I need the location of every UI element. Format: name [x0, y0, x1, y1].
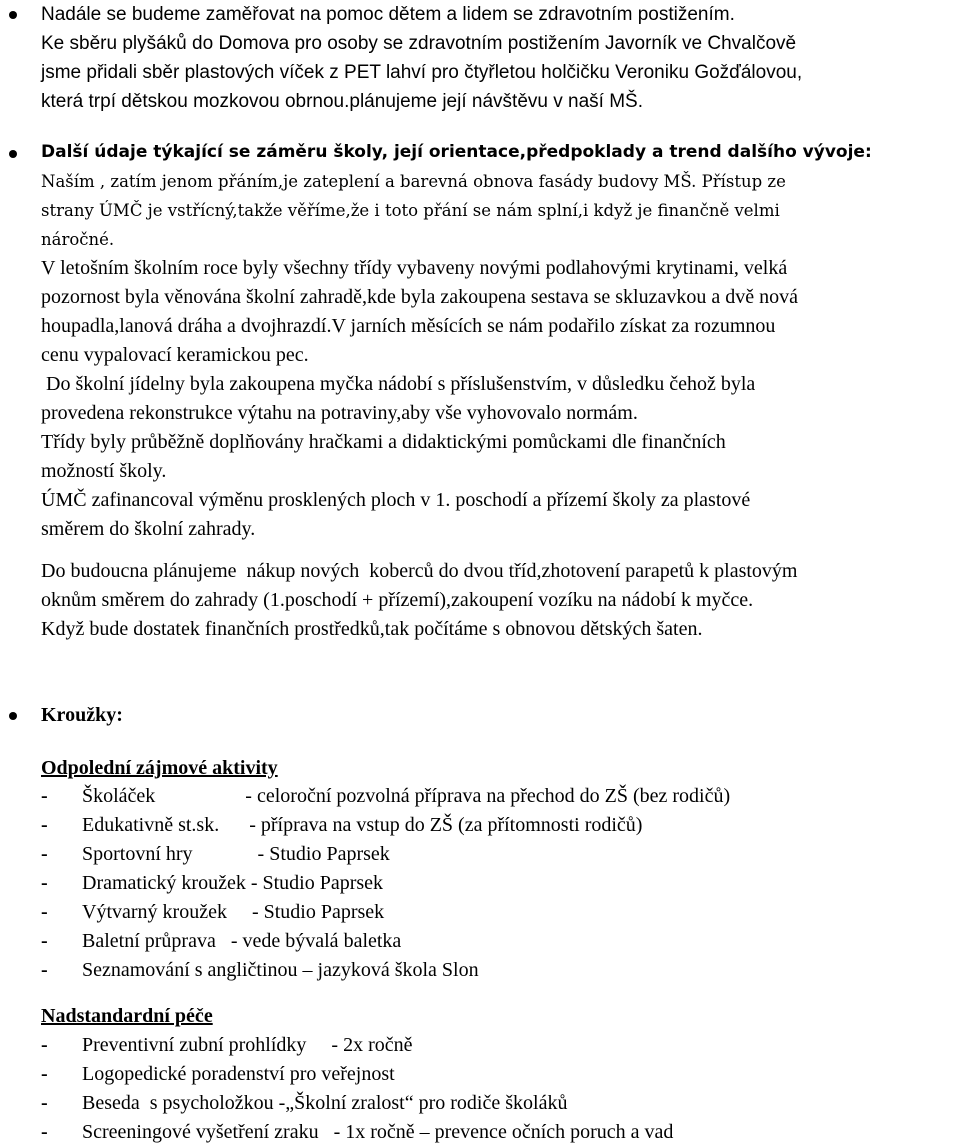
section-2-intro-line: strany ÚMČ je vstřícný,takže věříme,že i toto přání se nám splní,i když je finančně velmi: [41, 201, 780, 220]
section-2-body-line: provedena rekonstrukce výtahu na potraviny,aby vše vyhovovalo normám.: [41, 402, 638, 424]
activity-item: [41, 956, 950, 985]
activities-block: [41, 754, 940, 783]
section-2-body-line: možností školy.: [41, 460, 167, 482]
bullet-dot-icon: [9, 150, 17, 158]
section-1-line: Nadále se budeme zaměřovat na pomoc dětem a lidem se zdravotním postižením.: [41, 4, 735, 25]
activities-list: [41, 782, 950, 985]
care-text: Logopedické poradenství pro veřejnost: [82, 1063, 395, 1085]
activity-text: Baletní průprava - vede bývalá baletka: [82, 930, 402, 952]
care-title: Nadstandardní péče: [41, 1005, 213, 1027]
activity-text: Dramatický kroužek - Studio Paprsek: [82, 872, 384, 894]
section-2-heading: Další údaje týkající se záměru školy, její orientace,předpoklady a trend dalšího vývoje:: [41, 142, 872, 162]
bullet-dot-icon: [9, 712, 17, 720]
activity-text: Výtvarný kroužek - Studio Paprsek: [82, 901, 385, 923]
dash-marker: -: [41, 843, 48, 865]
dash-marker: -: [41, 959, 48, 981]
care-text: Screeningové vyšetření zraku - 1x ročně – prevence očních poruch a vad: [82, 1121, 674, 1143]
dash-marker: -: [41, 930, 48, 952]
dash-marker: -: [41, 901, 48, 923]
dash-marker: -: [41, 1063, 48, 1085]
care-item: [41, 1060, 950, 1089]
dash-marker: -: [41, 872, 48, 894]
section-2-intro-line: náročné.: [41, 230, 115, 249]
section-1-paragraph: [41, 0, 940, 116]
section-2-body-line: Do školní jídelny byla zakoupena myčka nádobí s příslušenstvím, v důsledku čehož byla: [41, 373, 756, 395]
care-block: [41, 1002, 950, 1031]
care-item: [41, 1118, 950, 1147]
care-text: Preventivní zubní prohlídky - 2x ročně: [82, 1034, 413, 1056]
activity-item: [41, 927, 950, 956]
future-line: Když bude dostatek finančních prostředků,tak počítáme s obnovou dětských šaten.: [41, 618, 703, 640]
activity-text: Sportovní hry - Studio Paprsek: [82, 843, 390, 865]
section-2-future-plans: [41, 557, 940, 644]
activity-text: Edukativně st.sk. - příprava na vstup do ZŠ (za přítomnosti rodičů): [82, 814, 643, 836]
section-2-body-line: pozornost byla věnována školní zahradě,kde byla zakoupena sestava se skluzavkou a dvě nová: [41, 286, 798, 308]
activity-text: Školáček - celoroční pozvolná příprava na přechod do ZŠ (bez rodičů): [82, 785, 731, 807]
section-2-body-line: směrem do školní zahrady.: [41, 518, 256, 540]
dash-marker: -: [41, 785, 48, 807]
section-2-intro-line: Naším , zatím jenom přáním,je zateplení a barevná obnova fasády budovy MŠ. Přístup ze: [41, 172, 786, 191]
bullet-dot-icon: [9, 11, 17, 19]
section-2-body-line: V letošním školním roce byly všechny třídy vybaveny novými podlahovými krytinami, velká: [41, 257, 788, 279]
activity-item: [41, 840, 950, 869]
section-2-content: [41, 138, 940, 544]
activities-title: Odpolední zájmové aktivity: [41, 757, 278, 779]
section-1-line-4-part-b: plánujeme její návštěvu v naší MŠ.: [349, 91, 643, 112]
dash-marker: -: [41, 814, 48, 836]
activity-item: [41, 898, 950, 927]
section-3-content: [41, 701, 940, 730]
section-2-body-line: houpadla,lanová dráha a dvojhrazdí.V jarních měsících se nám podařilo získat za rozumnou: [41, 315, 776, 337]
section-2-body-line: cenu vypalovací keramickou pec.: [41, 344, 309, 366]
activity-item: [41, 782, 950, 811]
future-line: oknům směrem do zahrady (1.poschodí + přízemí),zakoupení vozíku na nádobí k myčce.: [41, 589, 754, 611]
section-3-heading: Kroužky:: [41, 704, 123, 726]
section-1-line: jsme přidali sběr plastových víček z PET lahví pro čtyřletou holčičku Veroniku Gožďálovou,: [41, 62, 803, 83]
dash-marker: -: [41, 1034, 48, 1056]
section-1-line-4-part-a: která trpí dětskou mozkovou obrnou.: [41, 91, 350, 112]
section-1-line-4: [41, 87, 940, 116]
section-2-body-line: ÚMČ zafinancoval výměnu prosklených ploch v 1. poschodí a přízemí školy za plastové: [41, 489, 751, 511]
activity-item: [41, 811, 950, 840]
dash-marker: -: [41, 1092, 48, 1114]
care-item: [41, 1089, 950, 1118]
future-line: Do budoucna plánujeme nákup nových koberců do dvou tříd,zhotovení parapetů k plastovým: [41, 560, 798, 582]
activity-text: Seznamování s angličtinou – jazyková škola Slon: [82, 959, 479, 981]
dash-marker: -: [41, 1121, 48, 1143]
section-2-body-line: Třídy byly průběžně doplňovány hračkami a didaktickými pomůckami dle finančních: [41, 431, 726, 453]
care-list: [41, 1031, 950, 1147]
care-text: Beseda s psycholožkou -„Školní zralost“ pro rodiče školáků: [82, 1092, 568, 1114]
activity-item: [41, 869, 950, 898]
section-1-line: Ke sběru plyšáků do Domova pro osoby se zdravotním postižením Javorník ve Chvalčově: [41, 33, 797, 54]
care-item: [41, 1031, 950, 1060]
